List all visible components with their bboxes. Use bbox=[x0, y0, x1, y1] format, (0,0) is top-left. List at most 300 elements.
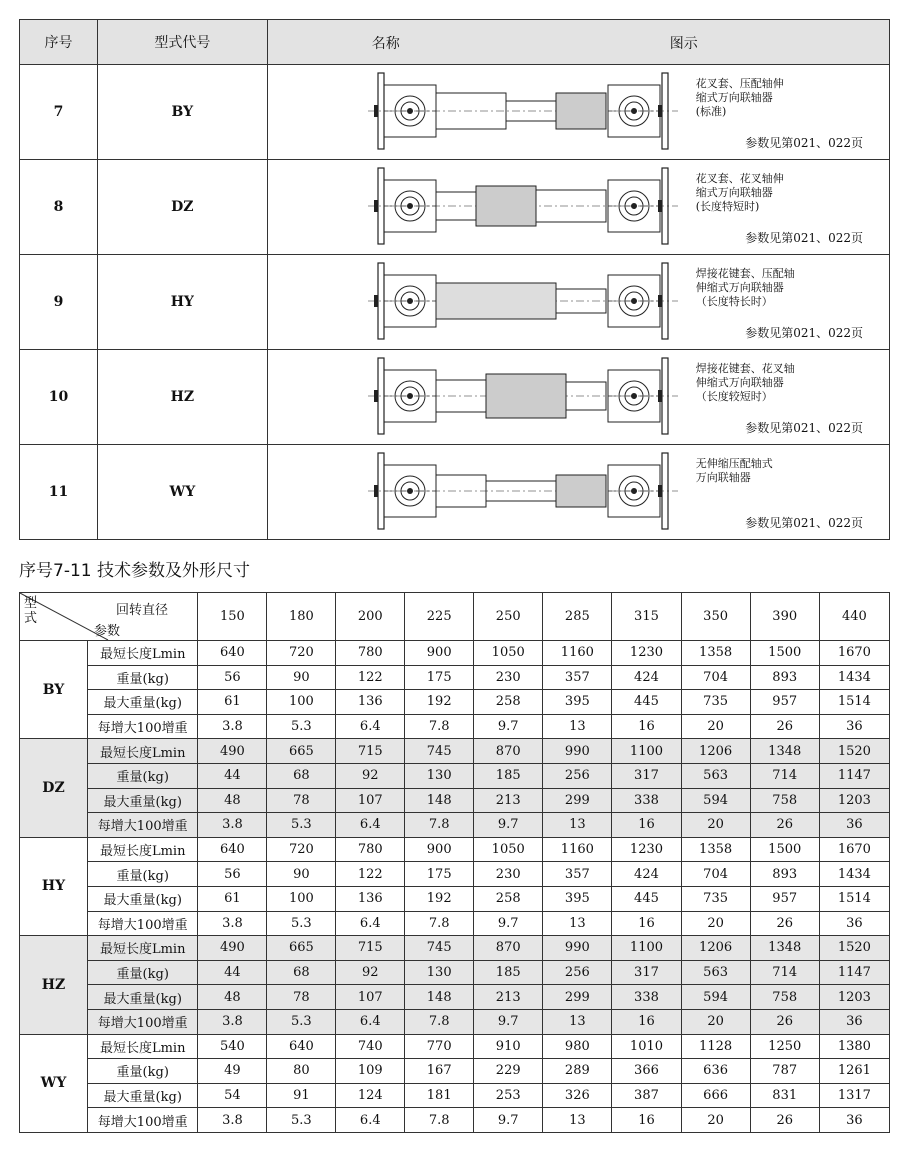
diameter-header: 390 bbox=[750, 593, 819, 641]
param-value: 594 bbox=[681, 985, 750, 1010]
param-value: 640 bbox=[198, 641, 267, 666]
param-name: 最大重量(kg) bbox=[87, 788, 198, 813]
diameter-header: 225 bbox=[405, 593, 474, 641]
param-value: 563 bbox=[681, 763, 750, 788]
param-value: 1230 bbox=[612, 837, 681, 862]
type-description bbox=[696, 267, 856, 309]
params-header-row bbox=[20, 593, 890, 641]
param-value: 780 bbox=[336, 837, 405, 862]
figure-cell bbox=[267, 65, 889, 160]
param-name: 每增大100增重 bbox=[87, 1108, 198, 1133]
param-value: 44 bbox=[198, 960, 267, 985]
description-line: 伸缩式万向联轴器 bbox=[695, 376, 784, 389]
param-value: 92 bbox=[336, 960, 405, 985]
param-value: 3.8 bbox=[198, 1108, 267, 1133]
param-value: 20 bbox=[681, 1009, 750, 1034]
param-value: 1514 bbox=[819, 690, 889, 715]
param-value: 48 bbox=[198, 788, 267, 813]
param-value: 36 bbox=[819, 1009, 889, 1034]
param-value: 90 bbox=[267, 862, 336, 887]
param-name: 每增大100增重 bbox=[87, 911, 198, 936]
params-row bbox=[20, 1034, 890, 1059]
header-name-figure bbox=[267, 20, 889, 65]
types-row bbox=[20, 160, 890, 255]
params-row bbox=[20, 763, 890, 788]
figure-cell bbox=[267, 445, 889, 540]
param-value: 758 bbox=[750, 985, 819, 1010]
param-value: 490 bbox=[198, 936, 267, 961]
diameter-header: 250 bbox=[474, 593, 543, 641]
param-value: 910 bbox=[474, 1034, 543, 1059]
diameter-header: 285 bbox=[543, 593, 612, 641]
row-number: 11 bbox=[20, 445, 98, 540]
param-value: 9.7 bbox=[474, 911, 543, 936]
header-figure: 图示 bbox=[669, 36, 698, 52]
param-value: 124 bbox=[336, 1083, 405, 1108]
coupling-shaft-diagram bbox=[368, 261, 678, 341]
param-value: 5.3 bbox=[267, 911, 336, 936]
param-value: 9.7 bbox=[474, 1108, 543, 1133]
param-value: 735 bbox=[681, 886, 750, 911]
params-row bbox=[20, 1059, 890, 1084]
type-code: BY bbox=[97, 65, 267, 160]
param-value: 258 bbox=[474, 886, 543, 911]
param-value: 13 bbox=[543, 1108, 612, 1133]
types-row bbox=[20, 65, 890, 160]
type-description bbox=[696, 77, 856, 119]
param-value: 366 bbox=[612, 1059, 681, 1084]
param-value: 44 bbox=[198, 763, 267, 788]
param-value: 16 bbox=[612, 714, 681, 739]
params-row bbox=[20, 1009, 890, 1034]
coupling-shaft-diagram bbox=[368, 166, 678, 246]
param-name: 重量(kg) bbox=[87, 1059, 198, 1084]
param-value: 594 bbox=[681, 788, 750, 813]
param-name: 最短长度Lmin bbox=[87, 936, 198, 961]
page-reference: 参数见第021、022页 bbox=[745, 136, 863, 150]
types-header-row bbox=[20, 20, 890, 65]
param-value: 787 bbox=[750, 1059, 819, 1084]
param-name: 最短长度Lmin bbox=[87, 837, 198, 862]
param-value: 387 bbox=[612, 1083, 681, 1108]
param-value: 1100 bbox=[612, 739, 681, 764]
params-row bbox=[20, 813, 890, 838]
param-value: 148 bbox=[405, 788, 474, 813]
param-value: 893 bbox=[750, 862, 819, 887]
page-reference: 参数见第021、022页 bbox=[745, 231, 863, 245]
param-value: 1434 bbox=[819, 862, 889, 887]
page-reference: 参数见第021、022页 bbox=[745, 421, 863, 435]
param-value: 1160 bbox=[543, 837, 612, 862]
param-value: 957 bbox=[750, 886, 819, 911]
param-value: 181 bbox=[405, 1083, 474, 1108]
description-line: （长度特长时） bbox=[695, 295, 773, 308]
header-no: 序号 bbox=[20, 20, 98, 65]
param-value: 122 bbox=[336, 862, 405, 887]
param-value: 770 bbox=[405, 1034, 474, 1059]
param-value: 1050 bbox=[474, 837, 543, 862]
param-value: 253 bbox=[474, 1083, 543, 1108]
param-value: 7.8 bbox=[405, 714, 474, 739]
param-value: 714 bbox=[750, 960, 819, 985]
description-line: （长度较短时） bbox=[695, 390, 773, 403]
param-value: 5.3 bbox=[267, 1108, 336, 1133]
diameter-header: 180 bbox=[267, 593, 336, 641]
param-value: 20 bbox=[681, 1108, 750, 1133]
row-number: 8 bbox=[20, 160, 98, 255]
param-value: 6.4 bbox=[336, 1108, 405, 1133]
type-code: DZ bbox=[97, 160, 267, 255]
param-value: 230 bbox=[474, 862, 543, 887]
param-name: 最短长度Lmin bbox=[87, 641, 198, 666]
param-value: 1520 bbox=[819, 739, 889, 764]
param-value: 665 bbox=[267, 739, 336, 764]
types-row bbox=[20, 255, 890, 350]
param-value: 715 bbox=[336, 936, 405, 961]
params-row bbox=[20, 862, 890, 887]
params-row bbox=[20, 1108, 890, 1133]
param-value: 780 bbox=[336, 641, 405, 666]
param-value: 5.3 bbox=[267, 1009, 336, 1034]
param-value: 665 bbox=[267, 936, 336, 961]
params-row bbox=[20, 1083, 890, 1108]
param-value: 1160 bbox=[543, 641, 612, 666]
param-value: 870 bbox=[474, 739, 543, 764]
param-value: 185 bbox=[474, 960, 543, 985]
coupling-shaft-diagram bbox=[368, 356, 678, 436]
param-value: 54 bbox=[198, 1083, 267, 1108]
param-value: 9.7 bbox=[474, 813, 543, 838]
param-value: 26 bbox=[750, 1009, 819, 1034]
param-value: 78 bbox=[267, 985, 336, 1010]
param-value: 68 bbox=[267, 763, 336, 788]
types-row bbox=[20, 350, 890, 445]
page-reference: 参数见第021、022页 bbox=[745, 326, 863, 340]
param-value: 395 bbox=[543, 690, 612, 715]
param-name: 每增大100增重 bbox=[87, 813, 198, 838]
param-value: 258 bbox=[474, 690, 543, 715]
corner-header bbox=[20, 593, 198, 641]
description-line: (标准) bbox=[695, 105, 727, 118]
param-value: 299 bbox=[543, 985, 612, 1010]
description-line: 焊接花键套、压配轴 bbox=[695, 267, 795, 280]
param-value: 831 bbox=[750, 1083, 819, 1108]
model-code: DZ bbox=[20, 739, 88, 837]
param-value: 1230 bbox=[612, 641, 681, 666]
page-reference: 参数见第021、022页 bbox=[745, 516, 863, 530]
param-name: 最短长度Lmin bbox=[87, 739, 198, 764]
description-line: 万向联轴器 bbox=[695, 471, 751, 484]
model-code: HZ bbox=[20, 936, 88, 1034]
param-value: 720 bbox=[267, 641, 336, 666]
param-value: 6.4 bbox=[336, 813, 405, 838]
param-value: 36 bbox=[819, 1108, 889, 1133]
param-value: 7.8 bbox=[405, 911, 474, 936]
param-value: 740 bbox=[336, 1034, 405, 1059]
diameter-header: 315 bbox=[612, 593, 681, 641]
param-value: 3.8 bbox=[198, 813, 267, 838]
param-value: 1348 bbox=[750, 739, 819, 764]
param-value: 1670 bbox=[819, 837, 889, 862]
param-value: 36 bbox=[819, 714, 889, 739]
params-row bbox=[20, 714, 890, 739]
param-value: 1380 bbox=[819, 1034, 889, 1059]
model-code: WY bbox=[20, 1034, 88, 1132]
param-name: 最短长度Lmin bbox=[87, 1034, 198, 1059]
param-value: 1348 bbox=[750, 936, 819, 961]
param-value: 1050 bbox=[474, 641, 543, 666]
param-value: 148 bbox=[405, 985, 474, 1010]
type-description bbox=[696, 172, 856, 214]
param-value: 130 bbox=[405, 960, 474, 985]
figure-cell bbox=[267, 160, 889, 255]
row-number: 9 bbox=[20, 255, 98, 350]
param-value: 704 bbox=[681, 862, 750, 887]
param-value: 1203 bbox=[819, 985, 889, 1010]
type-code: WY bbox=[97, 445, 267, 540]
param-value: 957 bbox=[750, 690, 819, 715]
model-code: BY bbox=[20, 641, 88, 739]
param-value: 395 bbox=[543, 886, 612, 911]
type-code: HZ bbox=[97, 350, 267, 445]
param-value: 16 bbox=[612, 813, 681, 838]
param-value: 230 bbox=[474, 665, 543, 690]
param-value: 1147 bbox=[819, 763, 889, 788]
params-row bbox=[20, 739, 890, 764]
param-value: 6.4 bbox=[336, 911, 405, 936]
param-value: 715 bbox=[336, 739, 405, 764]
diameter-header: 440 bbox=[819, 593, 889, 641]
param-name: 最大重量(kg) bbox=[87, 690, 198, 715]
params-row bbox=[20, 886, 890, 911]
type-description bbox=[696, 457, 856, 485]
params-row bbox=[20, 641, 890, 666]
param-value: 36 bbox=[819, 813, 889, 838]
param-value: 80 bbox=[267, 1059, 336, 1084]
param-value: 357 bbox=[543, 862, 612, 887]
param-value: 13 bbox=[543, 911, 612, 936]
params-row bbox=[20, 788, 890, 813]
param-value: 192 bbox=[405, 690, 474, 715]
param-value: 870 bbox=[474, 936, 543, 961]
param-value: 720 bbox=[267, 837, 336, 862]
param-value: 68 bbox=[267, 960, 336, 985]
param-value: 1100 bbox=[612, 936, 681, 961]
param-value: 900 bbox=[405, 641, 474, 666]
param-value: 167 bbox=[405, 1059, 474, 1084]
param-value: 13 bbox=[543, 1009, 612, 1034]
param-value: 1500 bbox=[750, 641, 819, 666]
param-value: 357 bbox=[543, 665, 612, 690]
param-value: 213 bbox=[474, 788, 543, 813]
coupling-shaft-diagram bbox=[368, 451, 678, 531]
param-value: 1670 bbox=[819, 641, 889, 666]
param-value: 13 bbox=[543, 714, 612, 739]
description-line: 花叉套、压配轴伸 bbox=[695, 77, 784, 90]
param-value: 109 bbox=[336, 1059, 405, 1084]
header-code: 型式代号 bbox=[97, 20, 267, 65]
row-number: 7 bbox=[20, 65, 98, 160]
param-value: 256 bbox=[543, 960, 612, 985]
param-value: 5.3 bbox=[267, 714, 336, 739]
param-value: 289 bbox=[543, 1059, 612, 1084]
param-value: 3.8 bbox=[198, 714, 267, 739]
param-value: 424 bbox=[612, 862, 681, 887]
param-value: 256 bbox=[543, 763, 612, 788]
param-value: 3.8 bbox=[198, 911, 267, 936]
param-value: 1261 bbox=[819, 1059, 889, 1084]
param-value: 6.4 bbox=[336, 714, 405, 739]
param-value: 7.8 bbox=[405, 813, 474, 838]
param-value: 745 bbox=[405, 936, 474, 961]
param-value: 735 bbox=[681, 690, 750, 715]
param-value: 980 bbox=[543, 1034, 612, 1059]
param-value: 1358 bbox=[681, 837, 750, 862]
param-value: 7.8 bbox=[405, 1009, 474, 1034]
param-value: 1514 bbox=[819, 886, 889, 911]
corner-model-label: 型 式 bbox=[24, 596, 38, 626]
corner-diameter-label: 回转直径 bbox=[116, 603, 169, 618]
param-value: 326 bbox=[543, 1083, 612, 1108]
parameters-table bbox=[19, 592, 890, 1133]
description-line: 缩式万向联轴器 bbox=[695, 186, 773, 199]
diameter-header: 200 bbox=[336, 593, 405, 641]
description-line: 焊接花键套、花叉轴 bbox=[695, 362, 795, 375]
params-row bbox=[20, 690, 890, 715]
param-value: 92 bbox=[336, 763, 405, 788]
params-row bbox=[20, 936, 890, 961]
param-value: 175 bbox=[405, 862, 474, 887]
param-value: 9.7 bbox=[474, 1009, 543, 1034]
param-value: 90 bbox=[267, 665, 336, 690]
coupling-types-table bbox=[19, 19, 890, 540]
param-value: 48 bbox=[198, 985, 267, 1010]
param-value: 61 bbox=[198, 886, 267, 911]
param-value: 1010 bbox=[612, 1034, 681, 1059]
param-value: 16 bbox=[612, 1108, 681, 1133]
param-value: 1206 bbox=[681, 936, 750, 961]
param-value: 338 bbox=[612, 985, 681, 1010]
types-row bbox=[20, 445, 890, 540]
diameter-header: 150 bbox=[198, 593, 267, 641]
param-value: 100 bbox=[267, 886, 336, 911]
type-description bbox=[696, 362, 856, 404]
param-value: 175 bbox=[405, 665, 474, 690]
param-value: 299 bbox=[543, 788, 612, 813]
param-value: 745 bbox=[405, 739, 474, 764]
description-line: 花叉套、花叉轴伸 bbox=[695, 172, 784, 185]
param-value: 26 bbox=[750, 911, 819, 936]
header-name: 名称 bbox=[371, 36, 400, 52]
param-value: 1128 bbox=[681, 1034, 750, 1059]
diameter-header: 350 bbox=[681, 593, 750, 641]
param-value: 1250 bbox=[750, 1034, 819, 1059]
params-row bbox=[20, 911, 890, 936]
description-line: 伸缩式万向联轴器 bbox=[695, 281, 784, 294]
param-value: 7.8 bbox=[405, 1108, 474, 1133]
param-name: 最大重量(kg) bbox=[87, 1083, 198, 1108]
param-value: 192 bbox=[405, 886, 474, 911]
param-value: 1317 bbox=[819, 1083, 889, 1108]
param-value: 704 bbox=[681, 665, 750, 690]
param-value: 49 bbox=[198, 1059, 267, 1084]
param-value: 1358 bbox=[681, 641, 750, 666]
param-value: 16 bbox=[612, 911, 681, 936]
param-value: 445 bbox=[612, 886, 681, 911]
param-value: 229 bbox=[474, 1059, 543, 1084]
param-value: 490 bbox=[198, 739, 267, 764]
param-value: 56 bbox=[198, 862, 267, 887]
param-value: 122 bbox=[336, 665, 405, 690]
section-title: 序号7-11 技术参数及外形尺寸 bbox=[19, 561, 250, 581]
param-value: 445 bbox=[612, 690, 681, 715]
param-value: 990 bbox=[543, 739, 612, 764]
figure-cell bbox=[267, 350, 889, 445]
param-value: 1434 bbox=[819, 665, 889, 690]
param-value: 3.8 bbox=[198, 1009, 267, 1034]
coupling-shaft-diagram bbox=[368, 71, 678, 151]
param-value: 56 bbox=[198, 665, 267, 690]
param-value: 13 bbox=[543, 813, 612, 838]
param-name: 最大重量(kg) bbox=[87, 886, 198, 911]
param-value: 107 bbox=[336, 985, 405, 1010]
param-value: 1203 bbox=[819, 788, 889, 813]
param-value: 990 bbox=[543, 936, 612, 961]
param-value: 714 bbox=[750, 763, 819, 788]
param-value: 6.4 bbox=[336, 1009, 405, 1034]
param-value: 26 bbox=[750, 714, 819, 739]
param-value: 317 bbox=[612, 763, 681, 788]
description-line: 缩式万向联轴器 bbox=[695, 91, 773, 104]
param-value: 640 bbox=[198, 837, 267, 862]
param-value: 61 bbox=[198, 690, 267, 715]
param-value: 136 bbox=[336, 886, 405, 911]
param-value: 185 bbox=[474, 763, 543, 788]
param-name: 每增大100增重 bbox=[87, 1009, 198, 1034]
params-row bbox=[20, 665, 890, 690]
param-value: 424 bbox=[612, 665, 681, 690]
param-value: 1500 bbox=[750, 837, 819, 862]
params-row bbox=[20, 985, 890, 1010]
description-line: (长度特短时) bbox=[695, 200, 760, 213]
param-name: 每增大100增重 bbox=[87, 714, 198, 739]
param-value: 78 bbox=[267, 788, 336, 813]
row-number: 10 bbox=[20, 350, 98, 445]
param-value: 636 bbox=[681, 1059, 750, 1084]
param-value: 136 bbox=[336, 690, 405, 715]
param-value: 130 bbox=[405, 763, 474, 788]
param-value: 20 bbox=[681, 911, 750, 936]
param-value: 640 bbox=[267, 1034, 336, 1059]
param-value: 26 bbox=[750, 813, 819, 838]
param-value: 758 bbox=[750, 788, 819, 813]
param-value: 893 bbox=[750, 665, 819, 690]
param-value: 666 bbox=[681, 1083, 750, 1108]
param-value: 5.3 bbox=[267, 813, 336, 838]
param-name: 重量(kg) bbox=[87, 665, 198, 690]
param-value: 26 bbox=[750, 1108, 819, 1133]
description-line: 无伸缩压配轴式 bbox=[695, 457, 773, 470]
param-value: 338 bbox=[612, 788, 681, 813]
param-value: 16 bbox=[612, 1009, 681, 1034]
param-value: 20 bbox=[681, 714, 750, 739]
param-value: 563 bbox=[681, 960, 750, 985]
type-code: HY bbox=[97, 255, 267, 350]
param-value: 1206 bbox=[681, 739, 750, 764]
param-value: 1147 bbox=[819, 960, 889, 985]
param-value: 20 bbox=[681, 813, 750, 838]
param-value: 36 bbox=[819, 911, 889, 936]
